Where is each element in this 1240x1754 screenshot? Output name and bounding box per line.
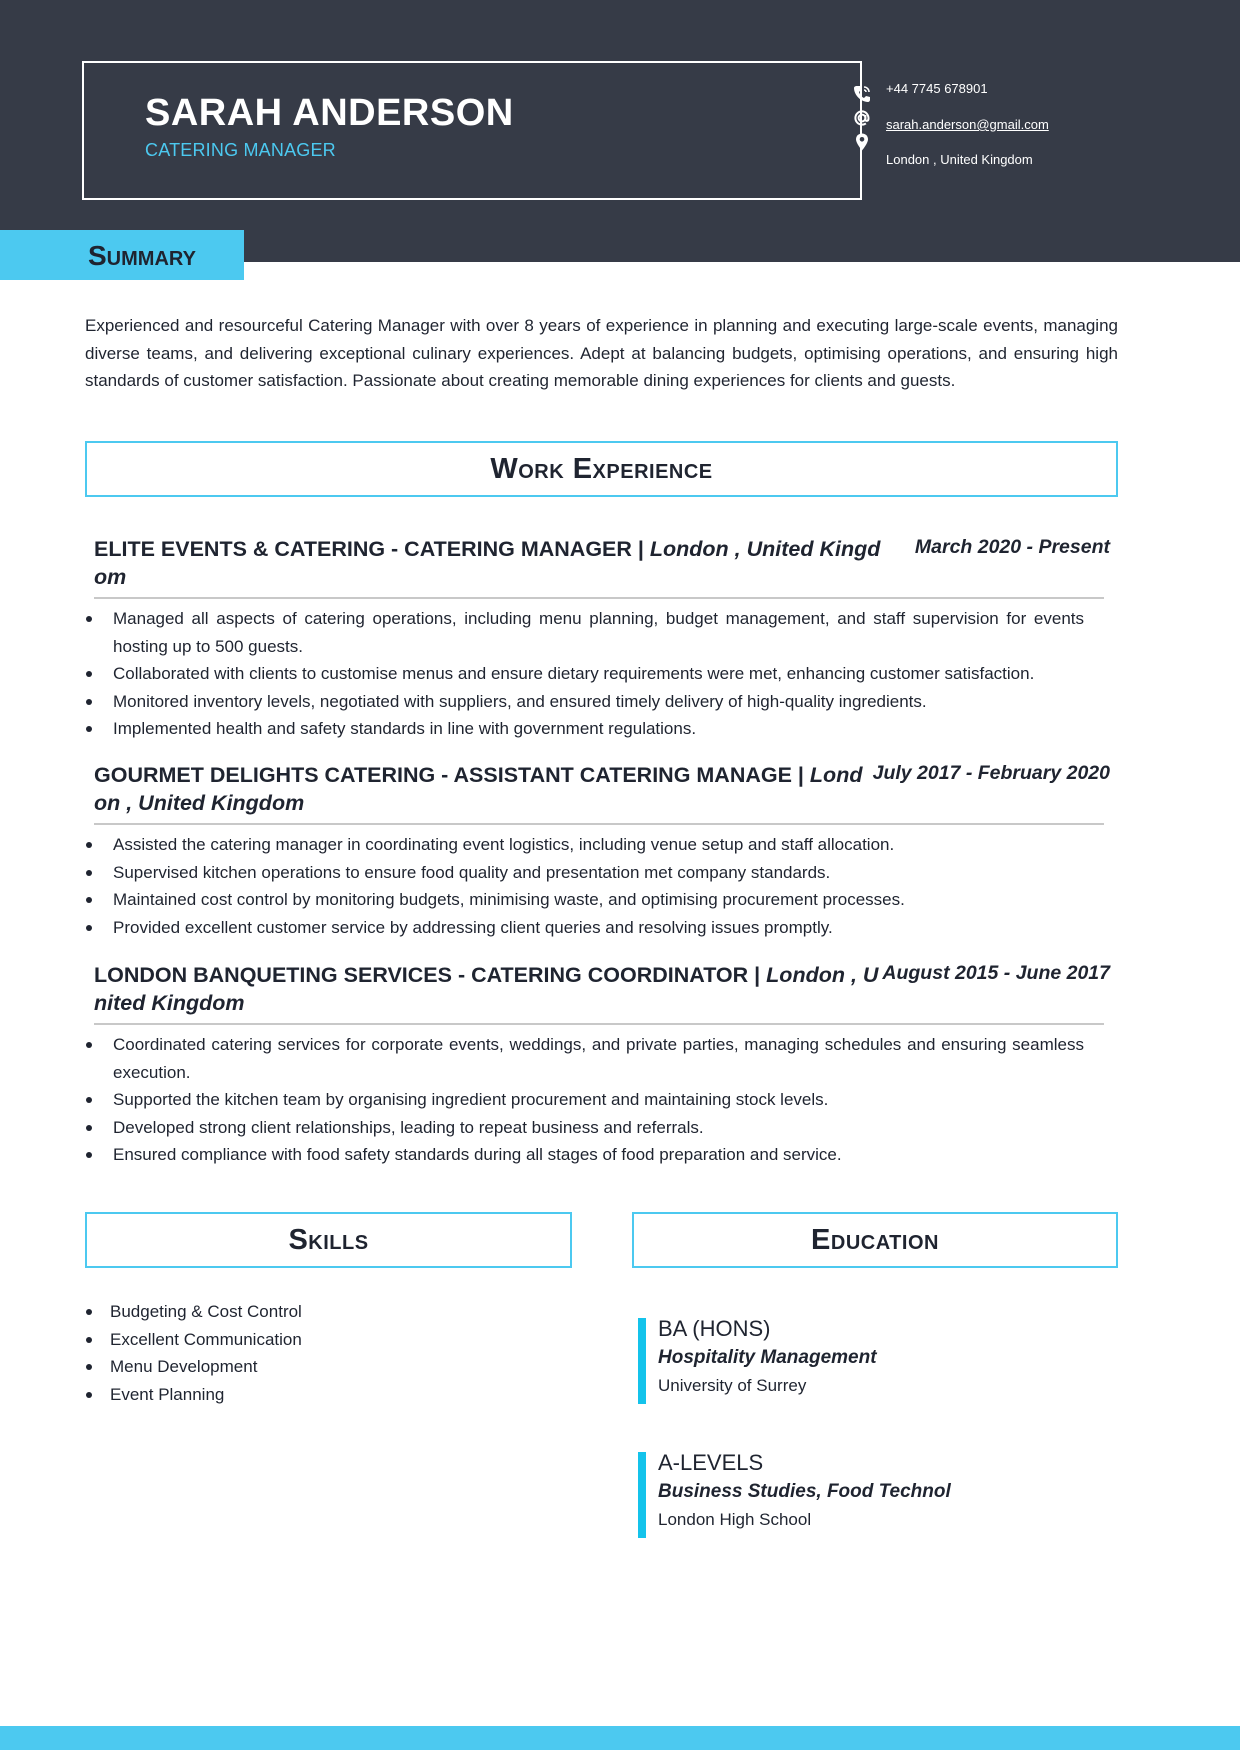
divider [94, 597, 1104, 599]
at-sign-icon [852, 108, 872, 128]
education-entry [638, 1318, 1118, 1404]
education-header [632, 1212, 1118, 1268]
job-heading [94, 761, 873, 817]
accent-bar [638, 1318, 646, 1404]
job-heading [94, 535, 884, 591]
education-degree: A-LEVELS [658, 1450, 764, 1475]
divider [94, 1023, 1104, 1025]
contact-location: London , United Kingdom [886, 152, 1033, 167]
divider [94, 823, 1104, 825]
education-entry [638, 1452, 1118, 1538]
list-item: Implemented health and safety standards in line with government regulations. [94, 715, 1084, 743]
accent-bar [638, 1452, 646, 1538]
skills-heading: Skills [288, 1223, 369, 1256]
contact-phone: +44 7745 678901 [886, 81, 988, 96]
job-title: CATERING MANAGER [145, 140, 336, 160]
education-degree: BA (HONS) [658, 1316, 771, 1341]
list-item: Provided excellent customer service by addressing client queries and resolving issues promptly. [94, 914, 1084, 942]
job-bullets [94, 831, 1110, 941]
job-company-role: GOURMET DELIGHTS CATERING - ASSISTANT CATERING MANAGE | [94, 763, 804, 787]
contact-email[interactable]: sarah.anderson@gmail.com [886, 117, 1049, 132]
list-item: Ensured compliance with food safety standards during all stages of food preparation and service. [94, 1141, 1084, 1169]
job-dates: July 2017 - February 2020 [872, 762, 1110, 784]
list-item: Assisted the catering manager in coordinating event logistics, including venue setup and staff allocation. [94, 831, 1084, 859]
skills-list [110, 1298, 302, 1408]
list-item: Supported the kitchen team by organising ingredient procurement and maintaining stock levels. [94, 1086, 1084, 1114]
summary-text: Experienced and resourceful Catering Manager with over 8 years of experience in planning and executing large-scale events, managing diverse teams, and delivering exceptional culinary experiences. Adept at balancing budgets, optimising operations, and ensuring high standards of customer satisfaction. Passionate about creating memorable dining experiences for clients and guests. [85, 316, 1118, 390]
skills-header [85, 1212, 572, 1268]
job-bullets [94, 1031, 1110, 1169]
job-location: London , United Kingdom [94, 763, 863, 815]
list-item: Coordinated catering services for corporate events, weddings, and private parties, managing schedules and ensuring seamless execution. [94, 1031, 1084, 1086]
job-company-role: LONDON BANQUETING SERVICES - CATERING COORDINATOR | [94, 963, 761, 987]
list-item: Budgeting & Cost Control [110, 1298, 302, 1326]
education-school: London High School [658, 1510, 812, 1529]
list-item: Excellent Communication [110, 1326, 302, 1354]
job-bullets [94, 605, 1110, 743]
list-item: Supervised kitchen operations to ensure food quality and presentation met company standards. [94, 859, 1084, 887]
location-pin-icon [852, 132, 872, 152]
job-entry [94, 961, 1110, 1169]
job-entry [94, 535, 1110, 743]
job-dates: March 2020 - Present [914, 536, 1110, 558]
job-location: London , United Kingdom [94, 537, 881, 589]
education-field: Business Studies, Food Technol [658, 1481, 951, 1502]
phone-icon [852, 84, 872, 104]
list-item: Collaborated with clients to customise menus and ensure dietary requirements were met, enhancing customer satisfaction. [94, 660, 1084, 688]
job-heading [94, 961, 882, 1017]
list-item: Managed all aspects of catering operations, including menu planning, budget management, and staff supervision for events hosting up to 500 guests. [94, 605, 1084, 660]
job-entry [94, 761, 1110, 941]
list-item: Event Planning [110, 1381, 302, 1409]
job-location: London , United Kingdom [94, 963, 879, 1015]
list-item: Menu Development [110, 1353, 302, 1381]
work-experience-header [85, 441, 1118, 497]
candidate-name: SARAH ANDERSON [145, 92, 514, 134]
footer-bar [0, 1726, 1240, 1750]
job-company-role: ELITE EVENTS & CATERING - CATERING MANAGER | [94, 537, 644, 561]
education-field: Hospitality Management [658, 1347, 877, 1368]
education-heading: Education [811, 1223, 939, 1256]
list-item: Maintained cost control by monitoring budgets, minimising waste, and optimising procurement processes. [94, 886, 1084, 914]
job-dates: August 2015 - June 2017 [882, 962, 1110, 984]
list-item: Developed strong client relationships, leading to repeat business and referrals. [94, 1114, 1084, 1142]
list-item: Monitored inventory levels, negotiated with suppliers, and ensured timely delivery of high-quality ingredients. [94, 688, 1084, 716]
summary-heading: Summary [88, 240, 196, 271]
work-experience-heading: Work Experience [490, 452, 713, 485]
education-school: University of Surrey [658, 1376, 807, 1395]
